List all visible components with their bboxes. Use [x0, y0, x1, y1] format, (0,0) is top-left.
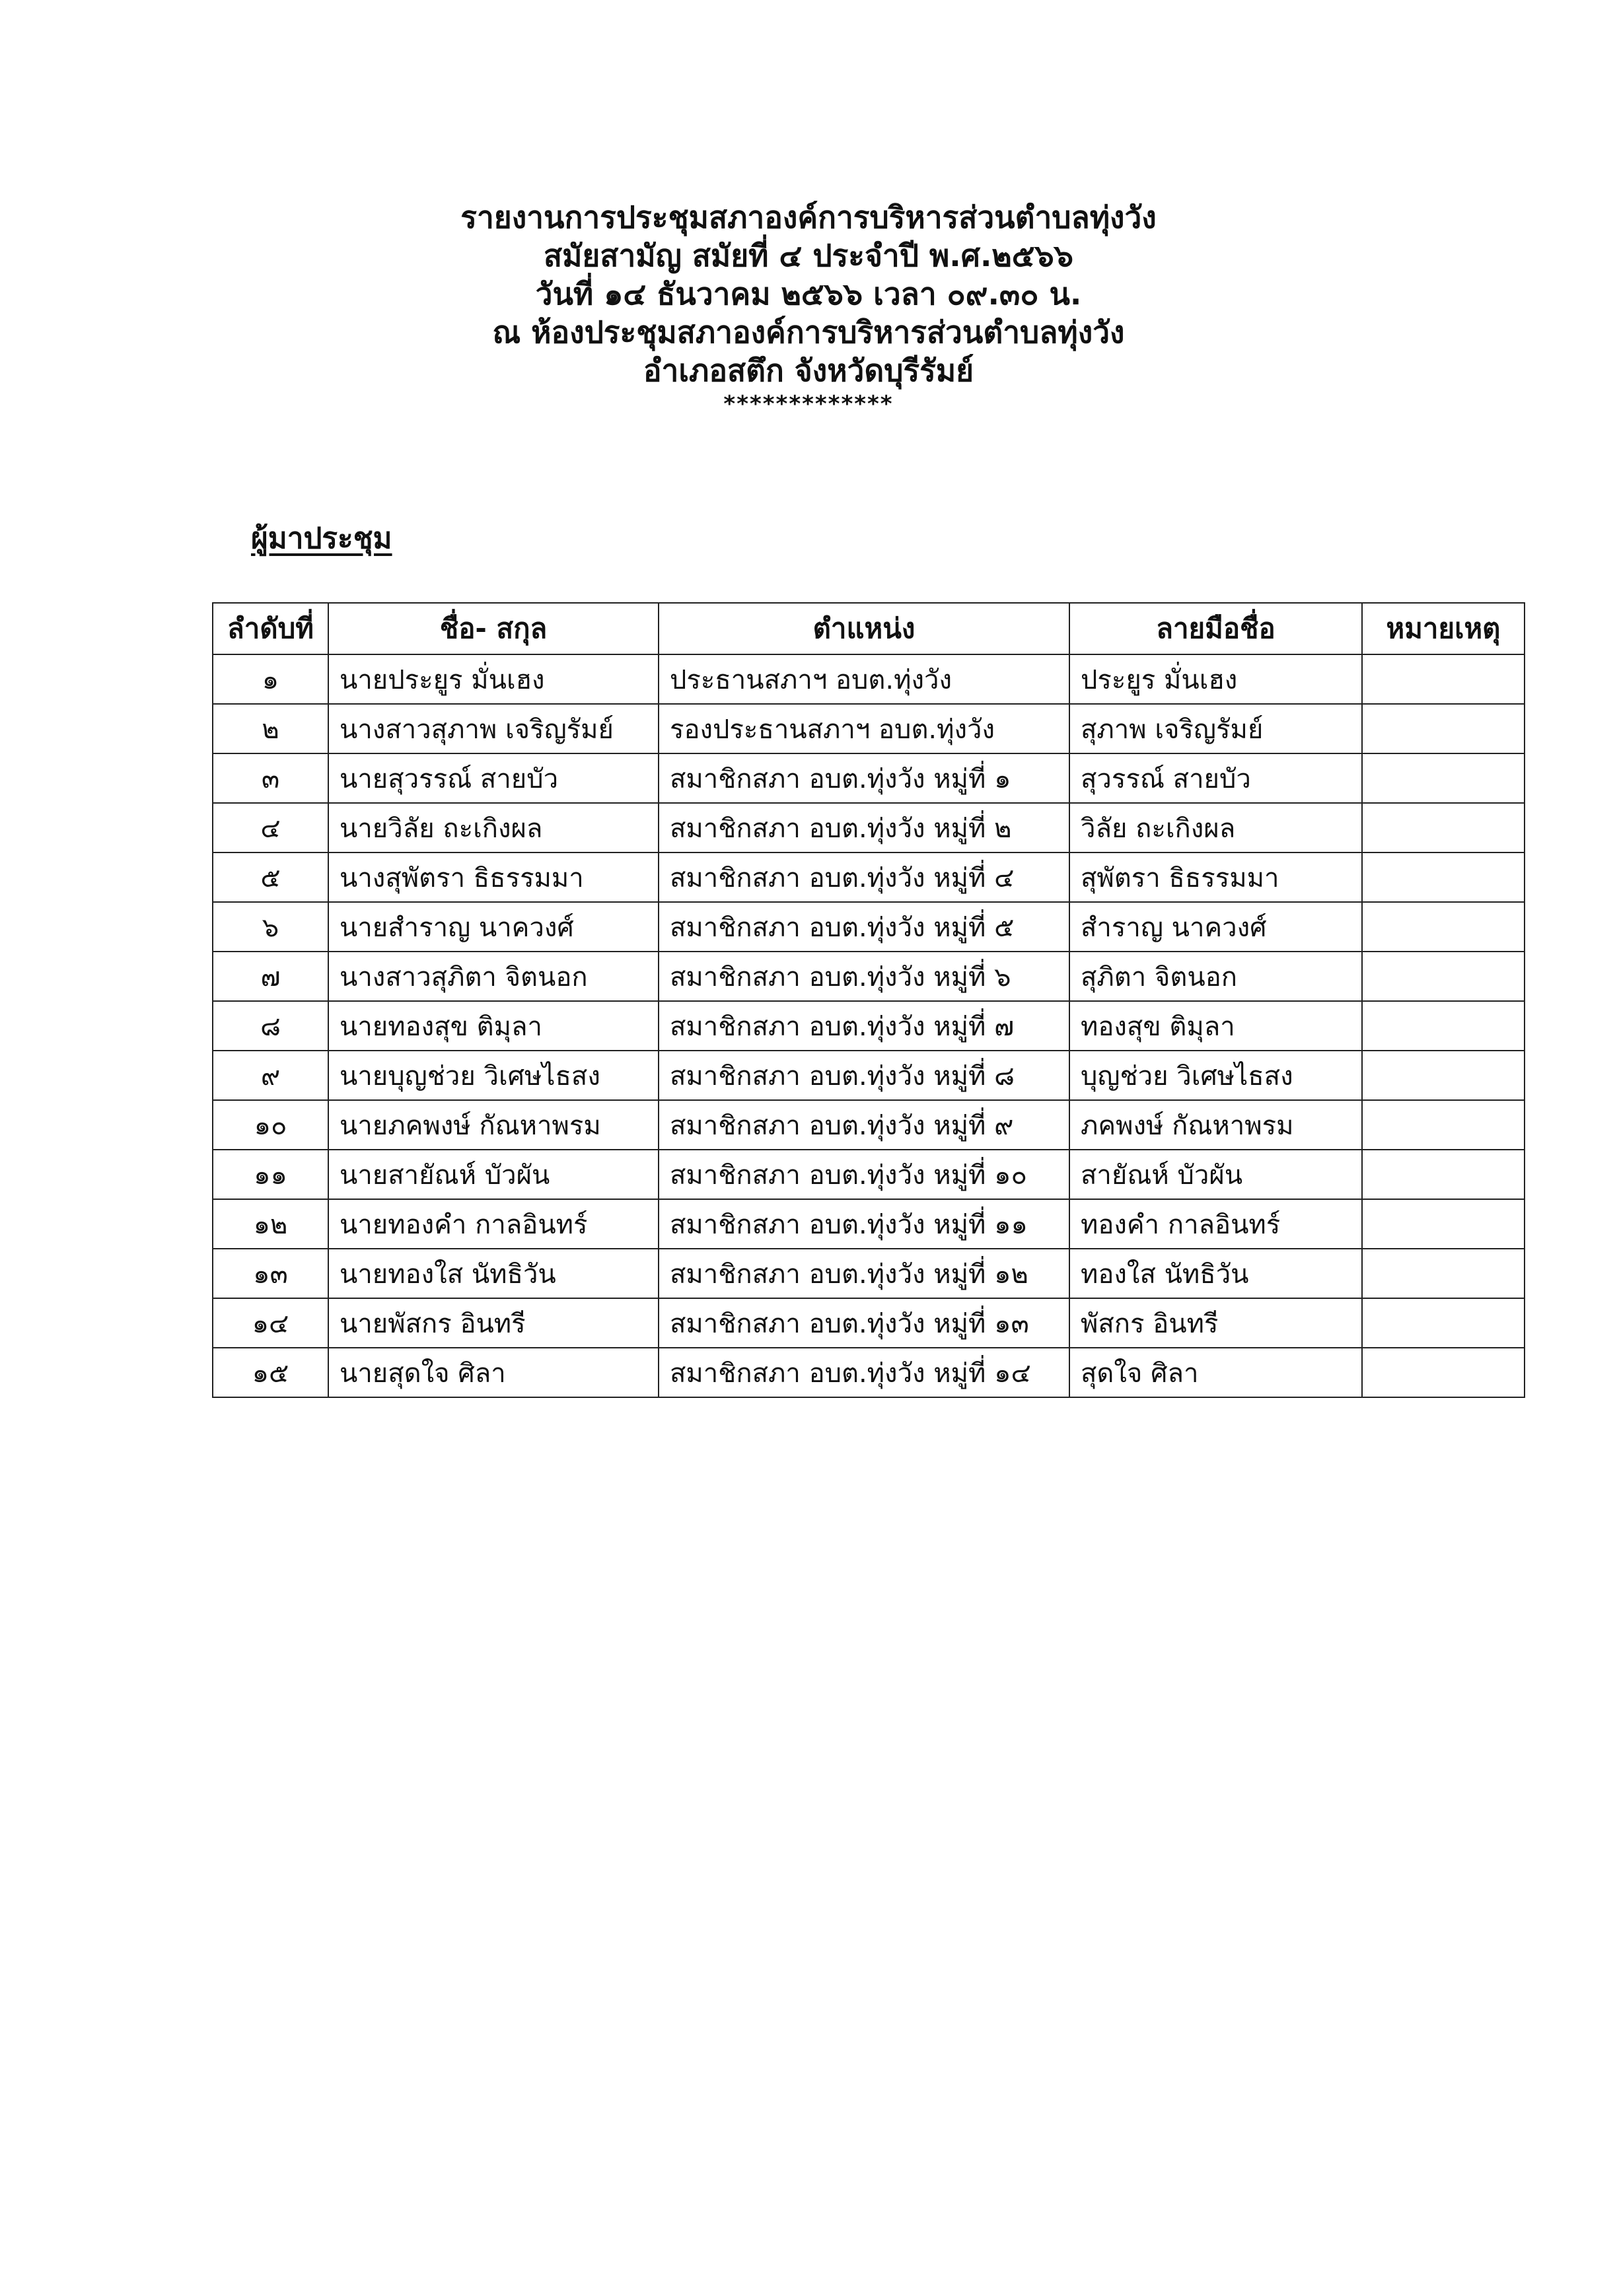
cell-position: สมาชิกสภา อบต.ทุ่งวัง หมู่ที่ ๑๐	[659, 1150, 1069, 1199]
cell-name: นายพัสกร อินทรี	[328, 1298, 659, 1348]
cell-name: นายสุวรรณ์ สายบัว	[328, 753, 659, 803]
cell-name: นายทองคำ กาลอินทร์	[328, 1199, 659, 1249]
cell-position: สมาชิกสภา อบต.ทุ่งวัง หมู่ที่ ๘	[659, 1051, 1069, 1100]
cell-signature: สุภิตา จิตนอก	[1069, 952, 1362, 1001]
table-row	[213, 1001, 1525, 1051]
cell-signature: วิลัย ถะเกิงผล	[1069, 803, 1362, 852]
cell-name: นายสายัณห์ บัวผัน	[328, 1150, 659, 1199]
column-header-remark: หมายเหตุ	[1362, 603, 1525, 654]
cell-name: นายวิลัย ถะเกิงผล	[328, 803, 659, 852]
cell-position: รองประธานสภาฯ อบต.ทุ่งวัง	[659, 704, 1069, 753]
table-row	[213, 1348, 1525, 1397]
cell-name: นายทองใส นัทธิวัน	[328, 1249, 659, 1298]
table-row	[213, 952, 1525, 1001]
cell-position: สมาชิกสภา อบต.ทุ่งวัง หมู่ที่ ๑๔	[659, 1348, 1069, 1397]
cell-name: นางสุพัตรา ธิธรรมมา	[328, 852, 659, 902]
table-row	[213, 902, 1525, 952]
table-row	[213, 803, 1525, 852]
cell-position: สมาชิกสภา อบต.ทุ่งวัง หมู่ที่ ๑๒	[659, 1249, 1069, 1298]
cell-position: สมาชิกสภา อบต.ทุ่งวัง หมู่ที่ ๒	[659, 803, 1069, 852]
table-body	[213, 654, 1525, 1397]
cell-order: ๑๕	[213, 1348, 328, 1397]
cell-remark	[1362, 803, 1525, 852]
cell-name: นายบุญช่วย วิเศษไธสง	[328, 1051, 659, 1100]
section-title-attendees: ผู้มาประชุม	[251, 522, 392, 555]
cell-order: ๑๑	[213, 1150, 328, 1199]
column-header-signature: ลายมือชื่อ	[1069, 603, 1362, 654]
cell-name: นายทองสุข ติมุลา	[328, 1001, 659, 1051]
table-row	[213, 1199, 1525, 1249]
cell-remark	[1362, 1298, 1525, 1348]
cell-signature: สำราญ นาควงศ์	[1069, 902, 1362, 952]
table-row	[213, 753, 1525, 803]
table-row	[213, 852, 1525, 902]
cell-signature: ทองคำ กาลอินทร์	[1069, 1199, 1362, 1249]
cell-order: ๗	[213, 952, 328, 1001]
header-venue: ณ ห้องประชุมสภาองค์การบริหารส่วนตำบลทุ่งวัง	[492, 314, 1125, 350]
cell-order: ๑๓	[213, 1249, 328, 1298]
table-row	[213, 1249, 1525, 1298]
cell-name: นายภคพงษ์ กัณหาพรม	[328, 1100, 659, 1150]
column-header-position: ตำแหน่ง	[659, 603, 1069, 654]
cell-order: ๑๐	[213, 1100, 328, 1150]
cell-remark	[1362, 1100, 1525, 1150]
cell-remark	[1362, 753, 1525, 803]
table-header-row	[213, 603, 1525, 654]
table-row	[213, 704, 1525, 753]
cell-name: นางสาวสุภาพ เจริญรัมย์	[328, 704, 659, 753]
cell-remark	[1362, 1150, 1525, 1199]
cell-remark	[1362, 852, 1525, 902]
cell-name: นายสำราญ นาควงศ์	[328, 902, 659, 952]
attendance-table	[212, 602, 1525, 1398]
cell-order: ๑๒	[213, 1199, 328, 1249]
cell-signature: สุดใจ ศิลา	[1069, 1348, 1362, 1397]
cell-signature: สุภาพ เจริญรัมย์	[1069, 704, 1362, 753]
cell-position: ประธานสภาฯ อบต.ทุ่งวัง	[659, 654, 1069, 704]
cell-order: ๓	[213, 753, 328, 803]
cell-signature: สายัณห์ บัวผัน	[1069, 1150, 1362, 1199]
cell-order: ๒	[213, 704, 328, 753]
cell-order: ๕	[213, 852, 328, 902]
cell-order: ๑	[213, 654, 328, 704]
cell-signature: ภคพงษ์ กัณหาพรม	[1069, 1100, 1362, 1150]
cell-position: สมาชิกสภา อบต.ทุ่งวัง หมู่ที่ ๑๑	[659, 1199, 1069, 1249]
header-location: อำเภอสตึก จังหวัดบุรีรัมย์	[643, 353, 974, 388]
cell-position: สมาชิกสภา อบต.ทุ่งวัง หมู่ที่ ๙	[659, 1100, 1069, 1150]
cell-position: สมาชิกสภา อบต.ทุ่งวัง หมู่ที่ ๔	[659, 852, 1069, 902]
cell-signature: สุพัตรา ธิธรรมมา	[1069, 852, 1362, 902]
cell-signature: ทองใส นัทธิวัน	[1069, 1249, 1362, 1298]
cell-remark	[1362, 654, 1525, 704]
cell-remark	[1362, 952, 1525, 1001]
cell-signature: พัสกร อินทรี	[1069, 1298, 1362, 1348]
cell-remark	[1362, 1199, 1525, 1249]
cell-remark	[1362, 1001, 1525, 1051]
cell-position: สมาชิกสภา อบต.ทุ่งวัง หมู่ที่ ๑๓	[659, 1298, 1069, 1348]
table-row	[213, 1298, 1525, 1348]
cell-order: ๑๔	[213, 1298, 328, 1348]
cell-remark	[1362, 1249, 1525, 1298]
table-row	[213, 1051, 1525, 1100]
cell-remark	[1362, 1348, 1525, 1397]
cell-position: สมาชิกสภา อบต.ทุ่งวัง หมู่ที่ ๖	[659, 952, 1069, 1001]
cell-remark	[1362, 902, 1525, 952]
header-date-time: วันที่ ๑๔ ธันวาคม ๒๕๖๖ เวลา ๐๙.๓๐ น.	[535, 276, 1082, 312]
column-header-name: ชื่อ- สกุล	[328, 603, 659, 654]
document-header	[0, 198, 1617, 417]
cell-name: นายประยูร มั่นเฮง	[328, 654, 659, 704]
header-title: รายงานการประชุมสภาองค์การบริหารส่วนตำบลทุ่งวัง	[460, 199, 1157, 235]
table-row	[213, 654, 1525, 704]
cell-signature: ประยูร มั่นเฮง	[1069, 654, 1362, 704]
cell-order: ๘	[213, 1001, 328, 1051]
cell-remark	[1362, 704, 1525, 753]
cell-position: สมาชิกสภา อบต.ทุ่งวัง หมู่ที่ ๑	[659, 753, 1069, 803]
cell-signature: สุวรรณ์ สายบัว	[1069, 753, 1362, 803]
cell-order: ๔	[213, 803, 328, 852]
cell-remark	[1362, 1051, 1525, 1100]
cell-position: สมาชิกสภา อบต.ทุ่งวัง หมู่ที่ ๗	[659, 1001, 1069, 1051]
cell-signature: บุญช่วย วิเศษไธสง	[1069, 1051, 1362, 1100]
cell-position: สมาชิกสภา อบต.ทุ่งวัง หมู่ที่ ๕	[659, 902, 1069, 952]
column-header-order: ลำดับที่	[213, 603, 328, 654]
header-separator: *************	[723, 391, 894, 417]
header-session: สมัยสามัญ สมัยที่ ๔ ประจำปี พ.ศ.๒๕๖๖	[544, 238, 1073, 273]
cell-name: นางสาวสุภิตา จิตนอก	[328, 952, 659, 1001]
cell-name: นายสุดใจ ศิลา	[328, 1348, 659, 1397]
table-row	[213, 1150, 1525, 1199]
cell-order: ๙	[213, 1051, 328, 1100]
cell-signature: ทองสุข ติมุลา	[1069, 1001, 1362, 1051]
table-row	[213, 1100, 1525, 1150]
cell-order: ๖	[213, 902, 328, 952]
